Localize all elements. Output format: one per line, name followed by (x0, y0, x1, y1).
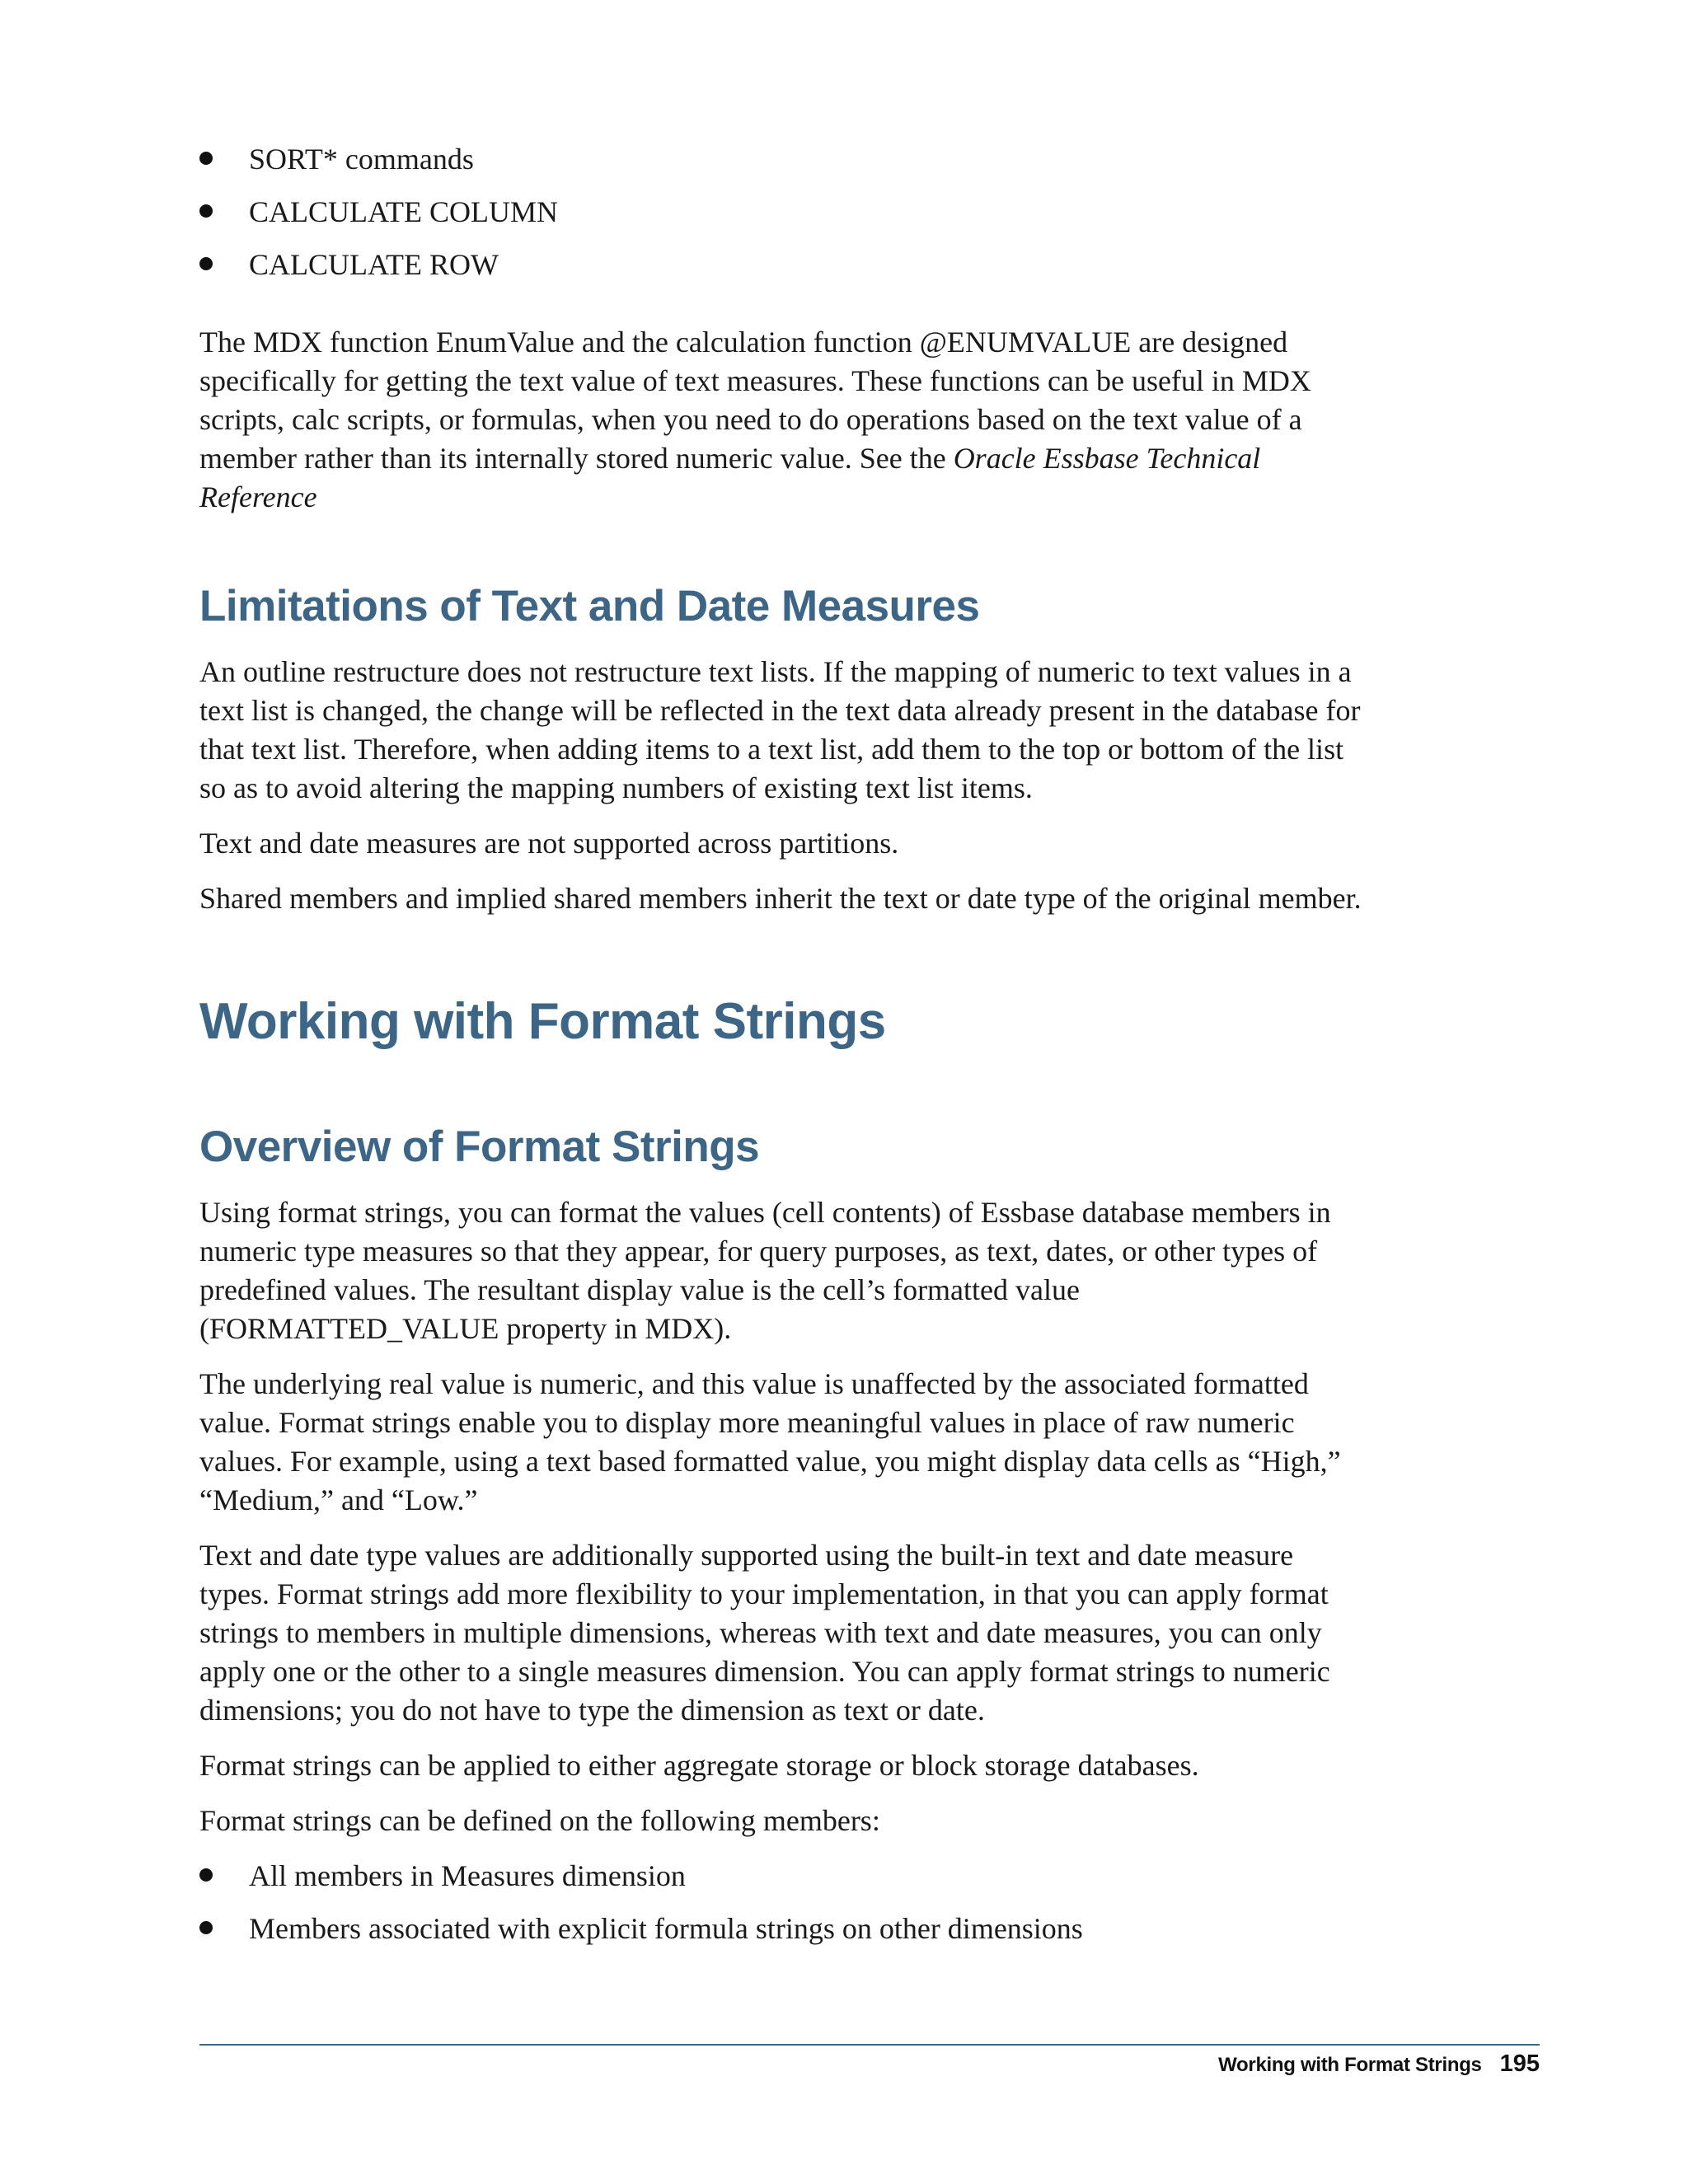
bullet-icon (199, 204, 213, 218)
limitations-heading: Limitations of Text and Date Measures (199, 582, 980, 630)
list-item (199, 246, 1370, 284)
footer-divider (199, 2044, 1540, 2046)
members-bullet-list (199, 1857, 1370, 1947)
body-paragraph: Format strings can be applied to either aggregate storage or block storage databases. (199, 1749, 1199, 1782)
section-heading: Working with Format Strings (199, 993, 886, 1050)
list-item (199, 1857, 1370, 1895)
reference-title: Oracle Essbase Technical Reference (199, 442, 1261, 513)
intro-paragraph: The MDX function EnumValue and the calculation function @ENUMVALUE are designed specifically for getting the text value of text measures. These functions can be useful in MDX scripts, calc scripts, or formulas, when you need to do operations based on the text value of a member rather than its internally stored numeric value. See the Oracle Essbase Technical Reference (199, 326, 1311, 513)
list-item-text: Members associated with explicit formula strings on other dimensions (249, 1912, 1083, 1945)
top-bullet-list (199, 140, 1370, 284)
bullet-icon (199, 1868, 213, 1882)
body-paragraph: Shared members and implied shared members inherit the text or date type of the original member. (199, 882, 1362, 915)
list-item-text: CALCULATE ROW (249, 248, 499, 281)
bullet-icon (199, 1921, 213, 1934)
list-item-text: CALCULATE COLUMN (249, 195, 558, 228)
list-item (199, 193, 1370, 231)
overview-heading: Overview of Format Strings (199, 1122, 760, 1171)
page-number: 195 (1499, 2050, 1540, 2077)
body-paragraph: The underlying real value is numeric, and this value is unaffected by the associated formatted value. Format strings enable you to display more meaningful values in place of raw numeric values. For example, using a text based formatted value, you might display data cells as “High,” “Medium,” and “Low.” (199, 1367, 1341, 1516)
bullet-icon (199, 152, 213, 165)
bullet-icon (199, 257, 213, 270)
list-item-text: All members in Measures dimension (249, 1859, 686, 1892)
list-item-text: SORT* commands (249, 143, 474, 176)
body-paragraph: Text and date measures are not supported across partitions. (199, 827, 899, 860)
body-paragraph: Format strings can be defined on the following members: (199, 1804, 880, 1837)
body-paragraph: An outline restructure does not restructure text lists. If the mapping of numeric to text values in a text list is changed, the change will be reflected in the text data already present in the database for that text list. Therefore, when adding items to a text list, add them to the top or bottom of the list so as to avoid altering the mapping numbers of existing text list items. (199, 655, 1361, 804)
list-item (199, 1910, 1370, 1947)
footer-section-title: Working with Format Strings (1218, 2054, 1482, 2076)
body-paragraph: Text and date type values are additionally supported using the built-in text and date measure types. Format strings add more flexibility to your implementation, in that you can apply format strings to members in multiple dimensions, whereas with text and date measures, you can only apply one or the other to a single measures dimension. You can apply format strings to numeric dimensions; you do not have to type the dimension as text or date. (199, 1539, 1330, 1727)
page-footer (1218, 2050, 1540, 2078)
page-body (199, 140, 1370, 1962)
list-item (199, 140, 1370, 178)
body-paragraph: Using format strings, you can format the values (cell contents) of Essbase database members in numeric type measures so that they appear, for query purposes, as text, dates, or other types of predefined values. The resultant display value is the cell’s formatted value (FORMATTED_VALUE property in MDX). (199, 1196, 1331, 1345)
